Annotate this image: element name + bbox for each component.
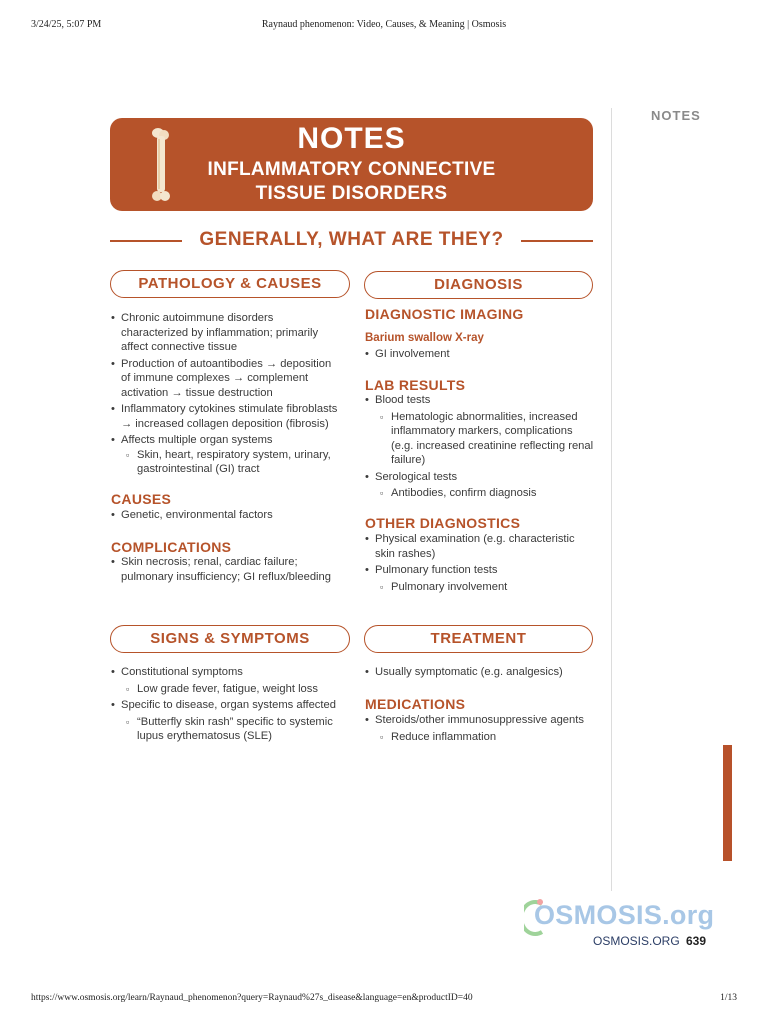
list-item: • Pulmonary function tests bbox=[365, 563, 597, 578]
section-title bbox=[110, 229, 593, 253]
pathology-section bbox=[111, 311, 343, 584]
footer-page-number: 639 bbox=[686, 934, 707, 948]
sub-list-item: ▫ Reduce inflammation bbox=[365, 730, 597, 745]
list-item: • Genetic, environmental factors bbox=[111, 508, 343, 523]
sub-list-item: ▫ Pulmonary involvement bbox=[365, 580, 597, 595]
list-item: • Physical examination (e.g. characteristic skin rashes) bbox=[365, 532, 597, 561]
print-footer bbox=[31, 993, 737, 1007]
section-title-text: GENERALLY, WHAT ARE THEY? bbox=[199, 229, 504, 250]
list-item: • Inflammatory cytokines stimulate fibroblasts → increased collagen deposition (fibrosis) bbox=[111, 402, 343, 431]
print-title: Raynaud phenomenon: Video, Causes, & Meaning | Osmosis bbox=[261, 19, 507, 30]
causes-heading: CAUSES bbox=[111, 490, 172, 507]
sub-list-item: ▫ Hematologic abnormalities, increased inflammatory markers, complications (e.g. increased creatinine reflecting renal failure) bbox=[365, 410, 597, 468]
print-header bbox=[31, 19, 737, 33]
banner-subtitle bbox=[110, 158, 593, 206]
logo-word-org: .org bbox=[662, 900, 715, 930]
barium-heading: Barium swallow X-ray bbox=[365, 331, 484, 344]
footer-site: OSMOSIS.ORG bbox=[593, 934, 680, 948]
list-item: • Constitutional symptoms bbox=[111, 665, 343, 680]
list-item: • Skin necrosis; renal, cardiac failure; pulmonary insufficiency; GI reflux/bleeding bbox=[111, 555, 343, 584]
sub-list-item: ▫ Low grade fever, fatigue, weight loss bbox=[111, 682, 343, 697]
logo-word bbox=[534, 900, 714, 931]
print-page-count: 1/13 bbox=[720, 993, 737, 1003]
side-tab-marker bbox=[723, 745, 732, 861]
list-item: • Specific to disease, organ systems affected bbox=[111, 698, 343, 713]
list-item: • Steroids/other immunosuppressive agents bbox=[365, 713, 597, 728]
print-url: https://www.osmosis.org/learn/Raynaud_phenomenon?query=Raynaud%27s_disease&language=en&productID=40 bbox=[31, 993, 473, 1003]
signs-section bbox=[111, 665, 343, 744]
logo-word-main: OSMOSIS bbox=[534, 900, 663, 930]
column-divider bbox=[611, 108, 612, 891]
pathology-header: PATHOLOGY & CAUSES bbox=[110, 270, 350, 298]
banner-subtitle-line-2: TISSUE DISORDERS bbox=[255, 183, 448, 204]
lab-heading: LAB RESULTS bbox=[365, 376, 466, 393]
treatment-header: TREATMENT bbox=[364, 625, 593, 653]
list-item: • Production of autoantibodies → deposition of immune complexes → complement activation → tissue destruction bbox=[111, 357, 343, 401]
sub-list-item: ▫ Antibodies, confirm diagnosis bbox=[365, 486, 597, 501]
bone-icon bbox=[150, 127, 172, 203]
medications-heading: MEDICATIONS bbox=[365, 695, 466, 712]
banner-title: NOTES bbox=[297, 122, 406, 155]
list-item: • Chronic autoimmune disorders characterized by inflammation; primarily affect connective tissue bbox=[111, 311, 343, 355]
banner-subtitle-line-1: INFLAMMATORY CONNECTIVE bbox=[207, 159, 496, 180]
print-date: 3/24/25, 5:07 PM bbox=[31, 19, 102, 30]
treatment-section bbox=[365, 665, 597, 744]
complications-heading: COMPLICATIONS bbox=[111, 538, 232, 555]
signs-header: SIGNS & SYMPTOMS bbox=[110, 625, 350, 653]
sub-list-item: ▫ “Butterfly skin rash” specific to systemic lupus erythematosus (SLE) bbox=[111, 715, 343, 744]
list-item: • Affects multiple organ systems bbox=[111, 433, 343, 448]
side-notes-label: NOTES bbox=[651, 108, 701, 123]
other-diagnostics-heading: OTHER DIAGNOSTICS bbox=[365, 514, 521, 531]
sub-list-item: ▫ Skin, heart, respiratory system, urinary, gastrointestinal (GI) tract bbox=[111, 448, 343, 477]
imaging-heading: DIAGNOSTIC IMAGING bbox=[365, 306, 524, 322]
list-item: • Usually symptomatic (e.g. analgesics) bbox=[365, 665, 597, 680]
list-item: • GI involvement bbox=[365, 347, 597, 362]
list-item: • Serological tests bbox=[365, 470, 597, 485]
diagnosis-section bbox=[365, 307, 597, 594]
diagnosis-header: DIAGNOSIS bbox=[364, 271, 593, 299]
notes-banner bbox=[110, 118, 593, 211]
list-item: • Blood tests bbox=[365, 393, 597, 408]
